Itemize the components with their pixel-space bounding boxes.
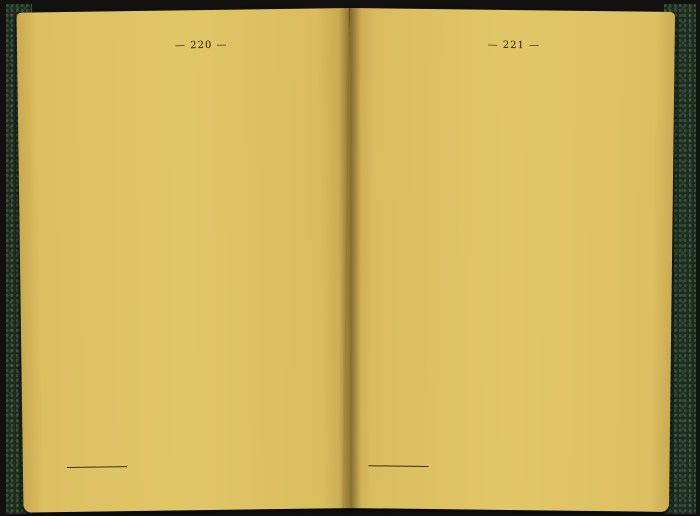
footnote-rule bbox=[67, 466, 127, 468]
book-gutter bbox=[339, 8, 361, 508]
footnote bbox=[67, 467, 329, 471]
left-page-body bbox=[61, 56, 329, 471]
page-number: — 221 — bbox=[487, 39, 541, 52]
text-line bbox=[369, 451, 639, 465]
right-page bbox=[344, 8, 675, 512]
page-number: — 220 — bbox=[174, 39, 228, 52]
footnote bbox=[368, 469, 638, 472]
text-line bbox=[67, 448, 329, 463]
footnote bbox=[67, 467, 329, 471]
right-page-body bbox=[368, 56, 643, 472]
footnote-rule bbox=[368, 465, 428, 467]
left-page bbox=[17, 8, 357, 513]
